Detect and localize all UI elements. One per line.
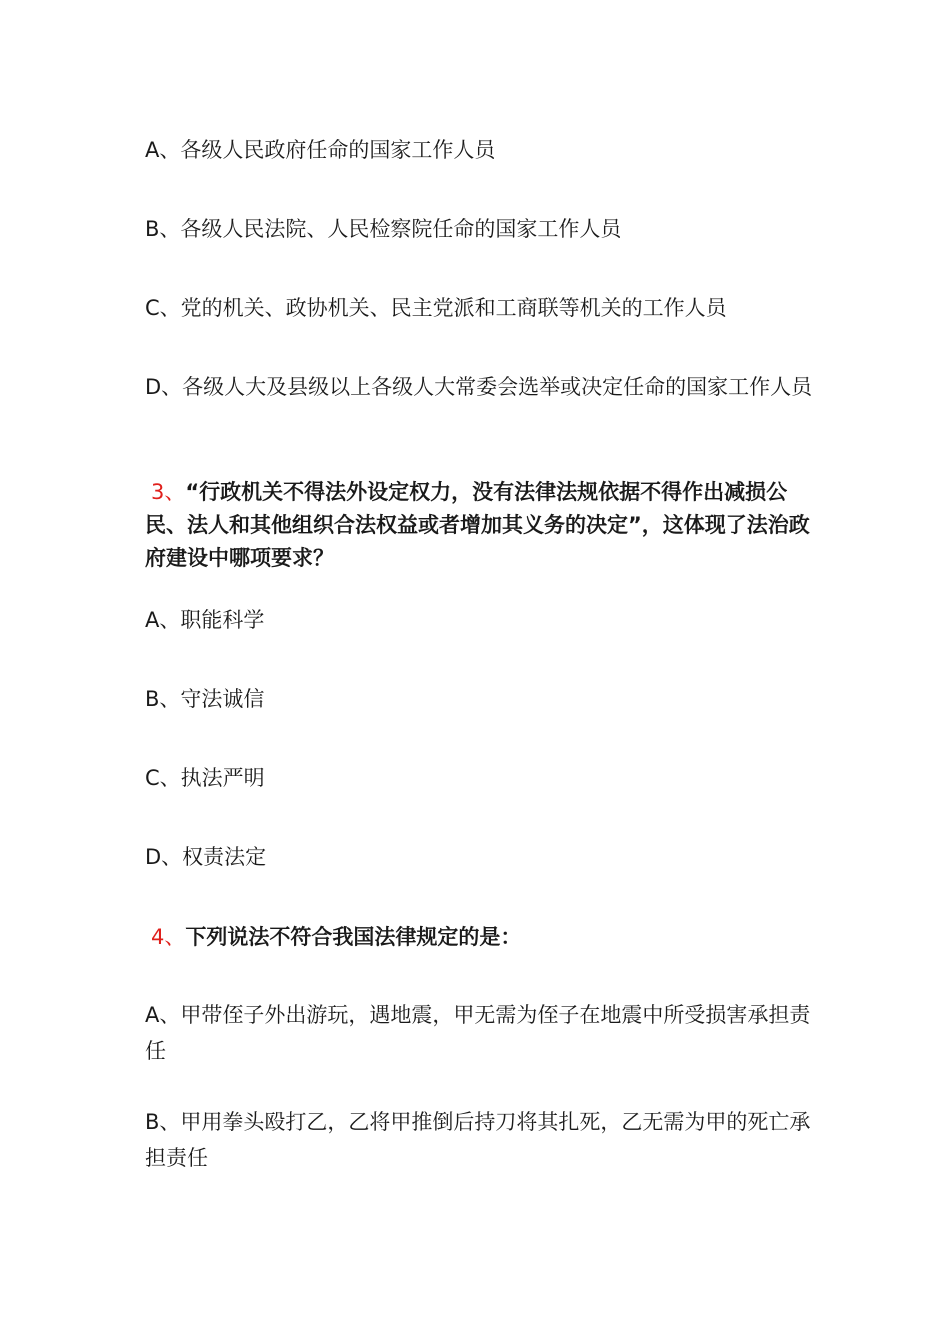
q3-option-d: D、权责法定 — [145, 845, 267, 869]
q3-option-c: C、执法严明 — [145, 766, 265, 790]
q4-option-b: B、甲用拳头殴打乙，乙将甲推倒后持刀将其扎死，乙无需为甲的死亡承担责任 — [145, 1110, 811, 1170]
q3-option-b: B、守法诚信 — [145, 687, 265, 711]
option-c-prev: C、党的机关、政协机关、民主党派和工商联等机关的工作人员 — [145, 296, 727, 320]
option-b-prev: B、各级人民法院、人民检察院任命的国家工作人员 — [145, 217, 622, 241]
question-4 — [145, 921, 815, 954]
q3-option-a: A、职能科学 — [145, 608, 265, 632]
question-number: 3 — [151, 480, 165, 504]
question-number: 4 — [151, 925, 165, 949]
q4-option-a: A、甲带侄子外出游玩，遇地震，甲无需为侄子在地震中所受损害承担责任 — [145, 1003, 811, 1063]
option-d-prev: D、各级人大及县级以上各级人大常委会选举或决定任命的国家工作人员 — [145, 375, 813, 399]
question-separator: 、 — [164, 480, 186, 504]
question-text: 下列说法不符合我国法律规定的是： — [185, 925, 522, 949]
question-3 — [145, 476, 815, 575]
question-separator: 、 — [164, 925, 186, 949]
option-a-prev: A、各级人民政府任命的国家工作人员 — [145, 138, 496, 162]
question-text: “行政机关不得法外设定权力，没有法律法规依据不得作出减损公民、法人和其他组织合法权益或者增加其义务的决定”，这体现了法治政府建设中哪项要求？ — [145, 480, 810, 570]
